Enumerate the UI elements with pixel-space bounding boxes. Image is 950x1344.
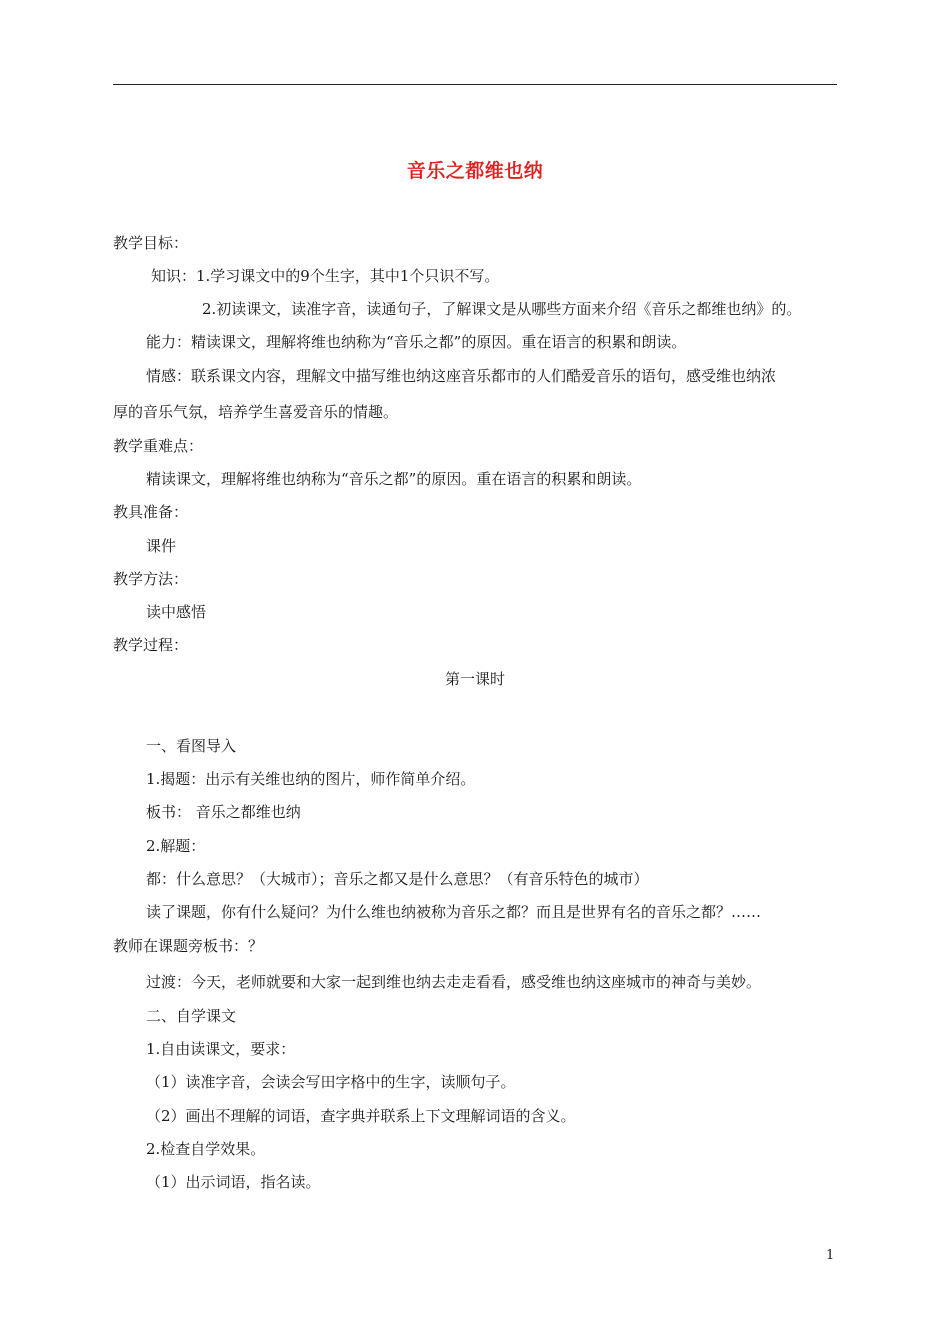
step-1-item-1: 1.揭题：出示有关维也纳的图片，师作简单介绍。 [146, 770, 476, 788]
objective-knowledge-1: 知识：1.学习课文中的9个生字，其中1个只识不写。 [151, 267, 500, 285]
section-heading-objectives: 教学目标： [113, 234, 189, 252]
materials-text: 课件 [146, 537, 177, 555]
section-heading-materials: 教具准备： [113, 503, 189, 521]
step-1-questions: 读了课题，你有什么疑问？为什么维也纳被称为音乐之都？而且是世界有名的音乐之都？…… [146, 903, 762, 921]
step-1-transition: 过渡：今天，老师就要和大家一起到维也纳去走走看看，感受维也纳这座城市的神奇与美妙。 [146, 973, 762, 991]
section-heading-methods: 教学方法： [113, 570, 189, 588]
key-points-text: 精读课文，理解将维也纳称为“音乐之都”的原因。重在语言的积累和朗读。 [146, 470, 642, 488]
document-title: 音乐之都维也纳 [406, 160, 544, 182]
header-rule [113, 84, 837, 85]
step-2-item-1: 1.自由读课文，要求： [146, 1040, 296, 1058]
section-heading-key-points: 教学重难点： [113, 437, 204, 455]
step-2-item-2: 2.检查自学效果。 [146, 1140, 266, 1158]
section-heading-process: 教学过程： [113, 636, 189, 654]
objective-ability: 能力：精读课文，理解将维也纳称为“音乐之都”的原因。重在语言的积累和朗读。 [146, 333, 687, 351]
step-2-item-1-sub-2: （2）画出不理解的词语，查字典并联系上下文理解词语的含义。 [146, 1107, 576, 1125]
objective-emotion-cont: 厚的音乐气氛，培养学生喜爱音乐的情趣。 [113, 403, 399, 421]
step-2-item-1-sub-1: （1）读准字音，会读会写田字格中的生字，读顺句子。 [146, 1073, 516, 1091]
step-1-blackboard: 板书： 音乐之都维也纳 [146, 803, 301, 821]
step-1-item-2: 2.解题： [146, 837, 206, 855]
step-2-item-2-sub-1: （1）出示词语，指名读。 [146, 1173, 321, 1191]
objective-emotion: 情感：联系课文内容，理解文中描写维也纳这座音乐都市的人们酷爱音乐的语句，感受维也纳浓 [146, 367, 777, 385]
step-1-teacher-note: 教师在课题旁板书：？ [113, 937, 264, 955]
objective-knowledge-2: 2.初读课文，读准字音，读通句子，了解课文是从哪些方面来介绍《音乐之都维也纳》的。 [202, 300, 802, 318]
step-1-explanation: 都：什么意思？（大城市）；音乐之都又是什么意思？（有音乐特色的城市） [146, 870, 649, 888]
methods-text: 读中感悟 [146, 603, 207, 621]
step-1-heading: 一、看图导入 [146, 737, 237, 755]
step-2-heading: 二、自学课文 [146, 1007, 237, 1025]
lesson-heading: 第一课时 [444, 670, 505, 688]
page-number: 1 [826, 1248, 835, 1263]
